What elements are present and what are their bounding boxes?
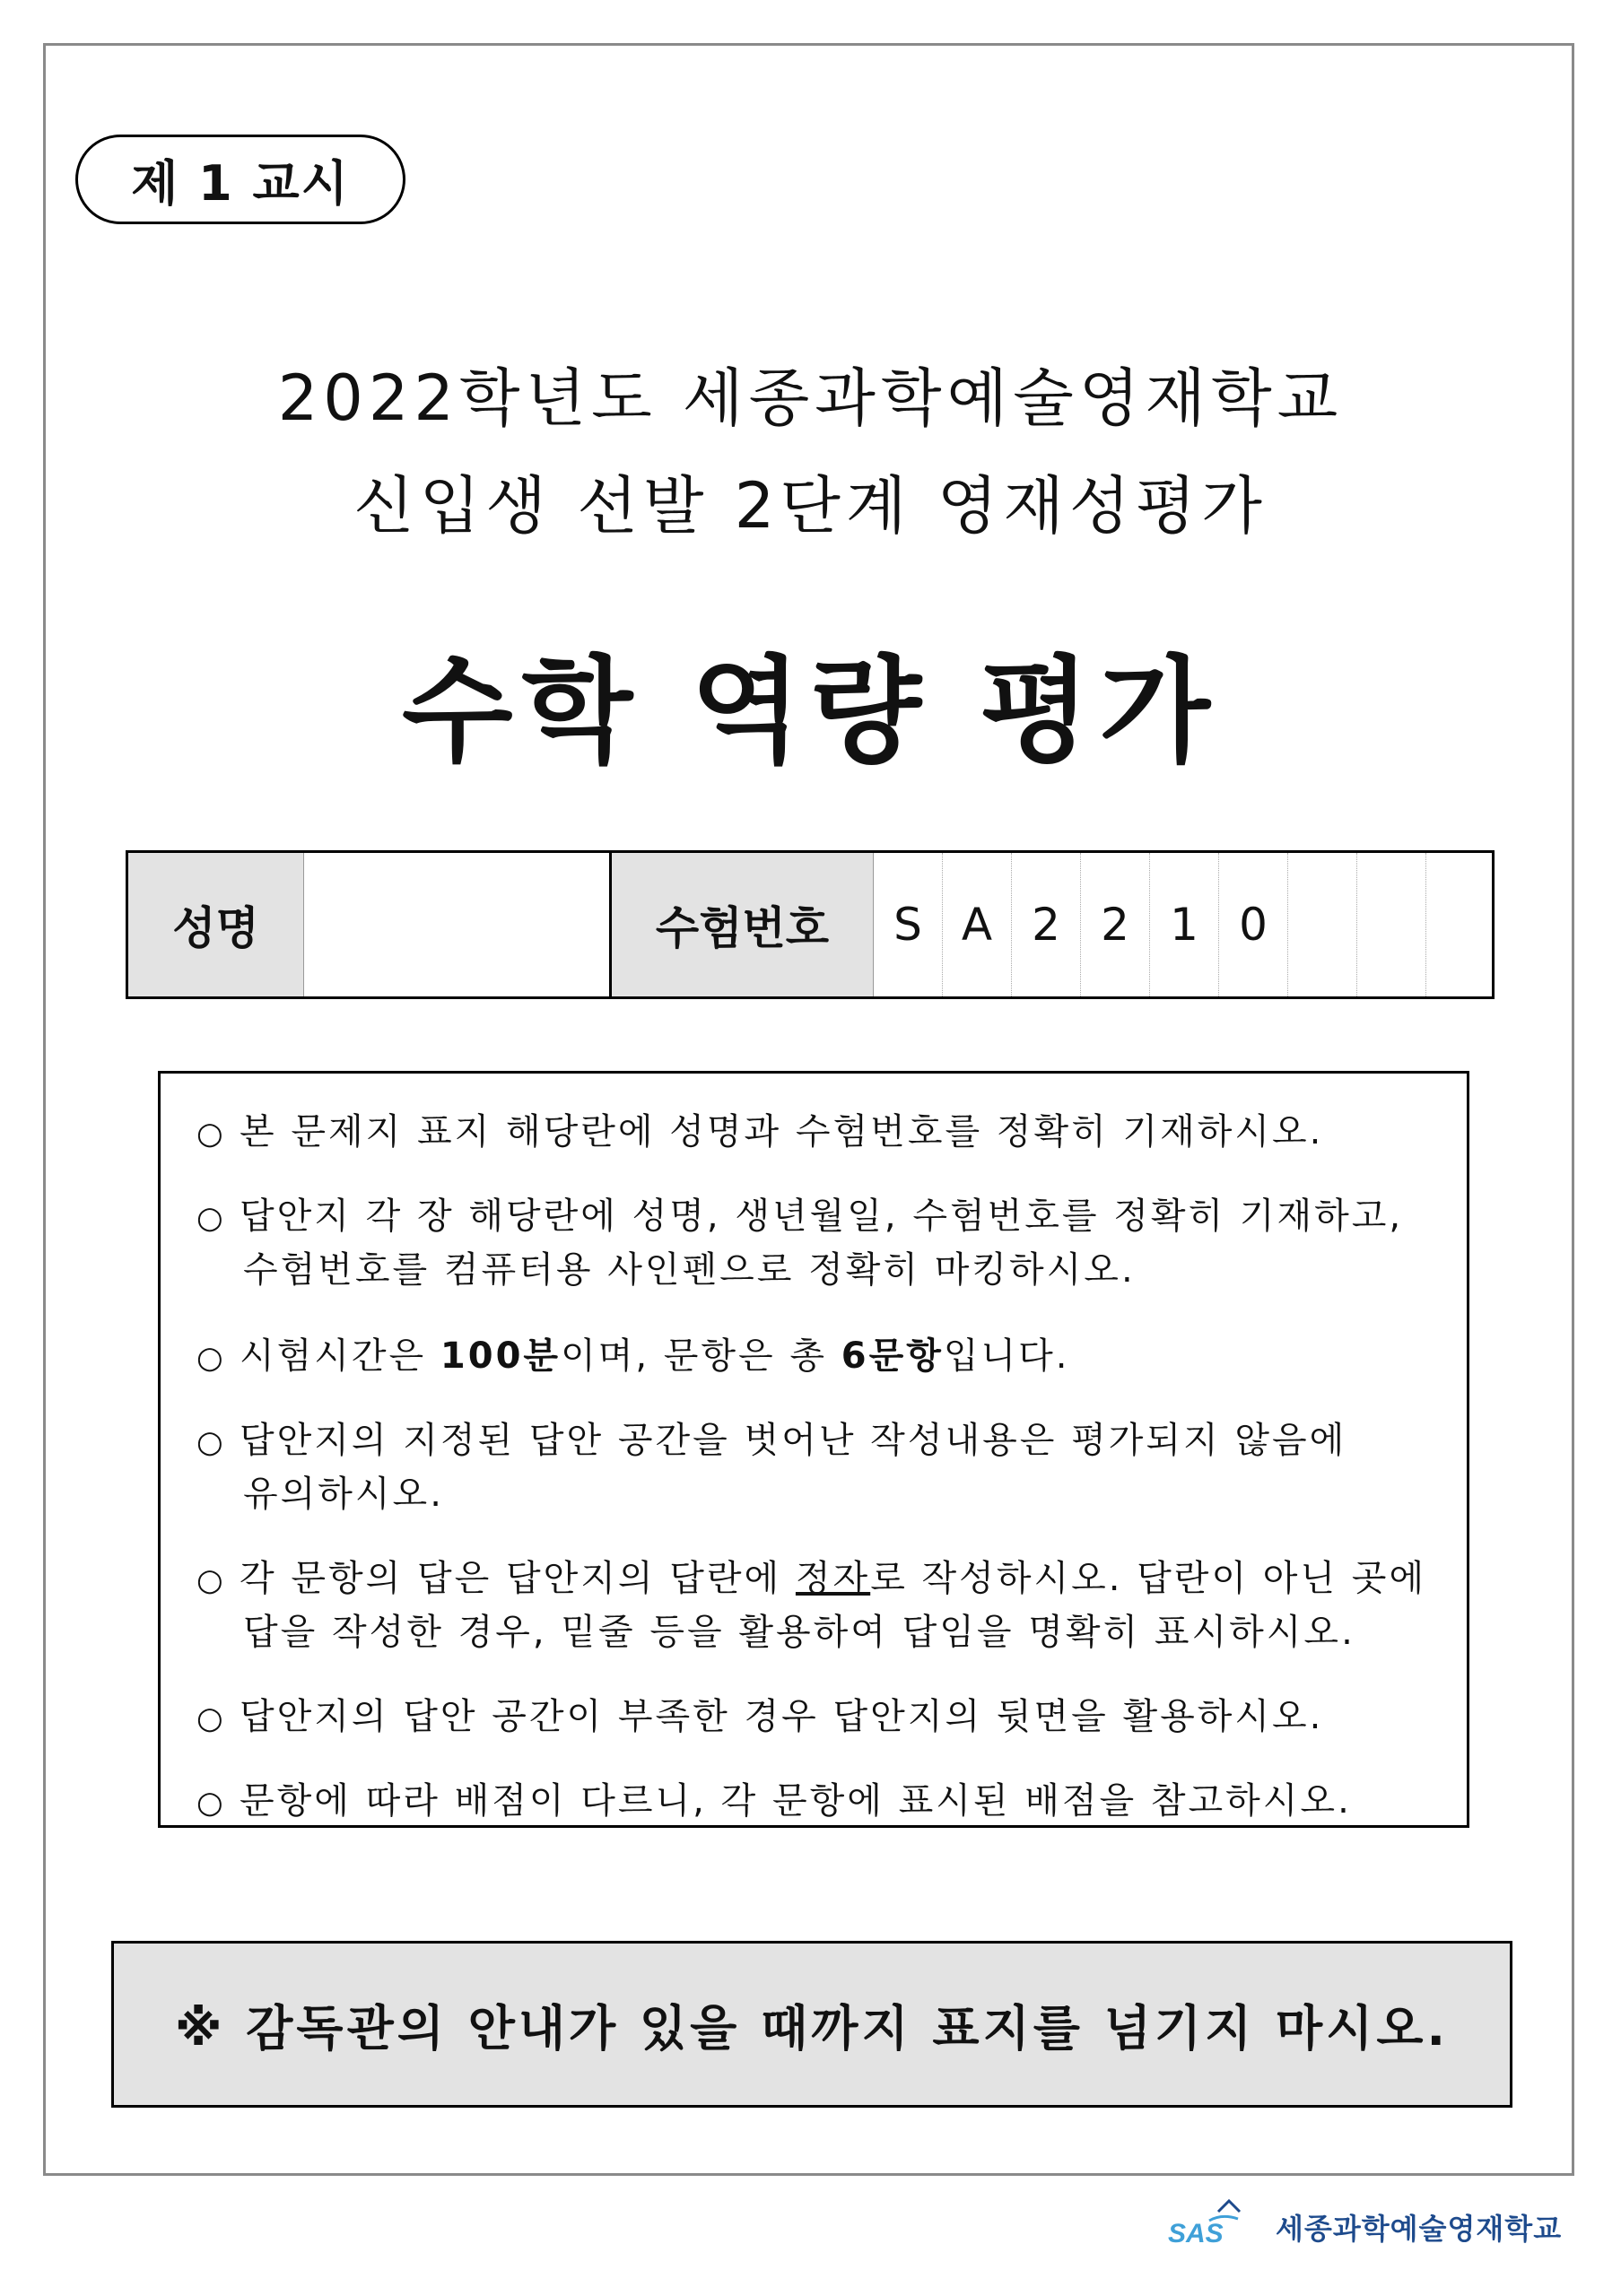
title-line-2: 신입생 선발 2단계 영재성평가 bbox=[353, 469, 1268, 543]
circle-bullet-icon: ○ bbox=[196, 1340, 226, 1376]
instruction-item: ○ 답안지 각 장 해당란에 성명, 생년월일, 수험번호를 정확히 기재하고, 수험번호를 컴퓨터용 사인펜으로 정확히 마킹하시오. bbox=[196, 1190, 1443, 1296]
circle-bullet-icon: ○ bbox=[196, 1700, 226, 1736]
id-table bbox=[126, 850, 1495, 999]
session-label: 제 1 교시 bbox=[75, 135, 405, 224]
instruction-item: ○ 문항에 따라 배점이 다르니, 각 문항에 표시된 배점을 참고하시오. bbox=[196, 1775, 1443, 1829]
exam-number-digit[interactable]: 2 bbox=[1012, 853, 1081, 996]
exam-number-digit[interactable] bbox=[1357, 853, 1426, 996]
circle-bullet-icon: ○ bbox=[196, 1562, 226, 1598]
exam-number-digit[interactable]: 2 bbox=[1081, 853, 1150, 996]
instruction-item: ○ 본 문제지 표지 해당란에 성명과 수험번호를 정확히 기재하시오. bbox=[196, 1106, 1443, 1160]
exam-number-label: 수험번호 bbox=[612, 853, 874, 996]
instruction-item: ○ 각 문항의 답은 답안지의 답란에 정자로 작성하시오. 답란이 아닌 곳에 답을 작성한 경우, 밑줄 등을 활용하여 답임을 명확히 표시하시오. bbox=[196, 1552, 1443, 1658]
exam-number-digit[interactable]: 1 bbox=[1150, 853, 1219, 996]
main-title: 수학 역량 평가 bbox=[401, 645, 1219, 778]
circle-bullet-icon: ○ bbox=[196, 1116, 226, 1152]
supervisor-notice: ※ 감독관의 안내가 있을 때까지 표지를 넘기지 마시오. bbox=[111, 1941, 1512, 2108]
exam-number-digit[interactable]: S bbox=[874, 853, 943, 996]
name-field[interactable] bbox=[304, 853, 612, 996]
exam-number-digit[interactable]: 0 bbox=[1219, 853, 1288, 996]
exam-number-digit[interactable] bbox=[1426, 853, 1492, 996]
exam-number-digit[interactable] bbox=[1288, 853, 1357, 996]
name-label: 성명 bbox=[128, 853, 304, 996]
school-logo bbox=[1166, 2196, 1562, 2258]
instruction-item: ○ 답안지의 지정된 답안 공간을 벗어난 작성내용은 평가되지 않음에 유의하시오. bbox=[196, 1414, 1443, 1520]
instruction-item: ○ 시험시간은 100분이며, 문항은 총 6문항입니다. bbox=[196, 1330, 1443, 1384]
circle-bullet-icon: ○ bbox=[196, 1785, 226, 1821]
school-name: 세종과학예술영재학교 bbox=[1276, 2212, 1563, 2246]
title-line-1: 2022학년도 세종과학예술영재학교 bbox=[277, 361, 1344, 435]
circle-bullet-icon: ○ bbox=[196, 1424, 226, 1460]
svg-text:SAS: SAS bbox=[1168, 2219, 1224, 2248]
instructions-box bbox=[158, 1071, 1469, 1828]
exam-number-digit[interactable]: A bbox=[943, 853, 1012, 996]
instruction-item: ○ 답안지의 답안 공간이 부족한 경우 답안지의 뒷면을 활용하시오. bbox=[196, 1691, 1443, 1744]
sas-school-logo-icon bbox=[1166, 2196, 1267, 2258]
circle-bullet-icon: ○ bbox=[196, 1200, 226, 1236]
